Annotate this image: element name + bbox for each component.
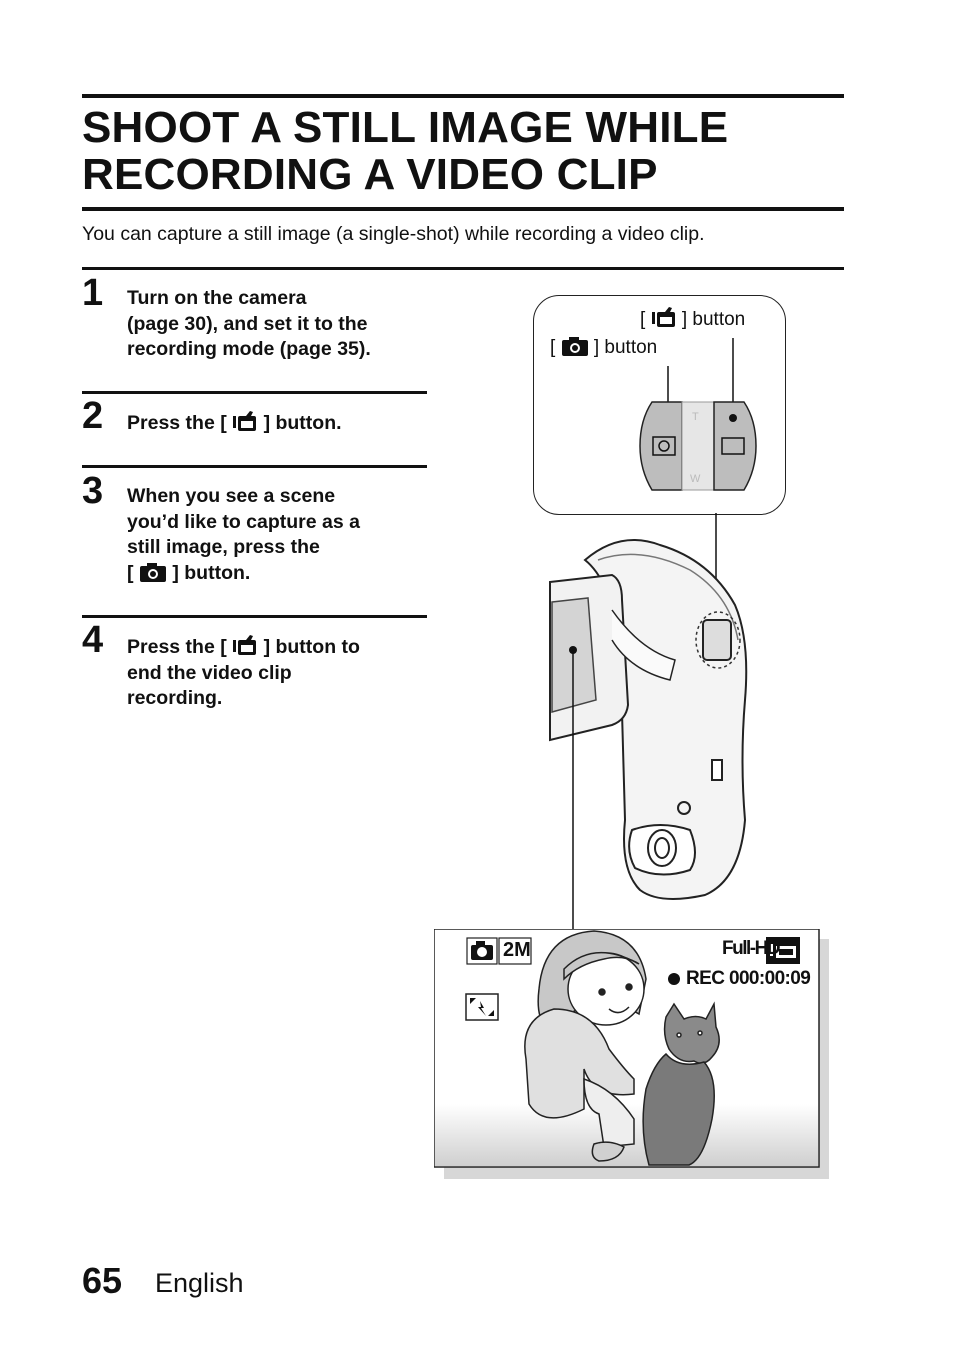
camera-icon bbox=[467, 938, 497, 964]
svg-text:W: W bbox=[690, 473, 701, 485]
step-1-line: (page 30), and set it to the bbox=[127, 312, 368, 335]
step-1-line: Turn on the camera bbox=[127, 287, 307, 309]
step-3-number: 3 bbox=[82, 470, 104, 512]
step-2-number: 2 bbox=[82, 395, 104, 437]
step-1-line: recording mode (page 35). bbox=[127, 338, 371, 360]
rec-status: REC 000:00:09 bbox=[686, 968, 811, 989]
intro-text: You can capture a still image (a single-shot) while recording a video clip. bbox=[82, 223, 705, 245]
step-2-text-after: ] button. bbox=[263, 412, 342, 434]
step-4-text-after: ] button to bbox=[263, 636, 360, 658]
resolution-badge: 2M bbox=[503, 939, 531, 961]
rec-dot bbox=[668, 973, 680, 985]
title-line-1: SHOOT A STILL IMAGE WHILE bbox=[82, 103, 729, 152]
label-text: ] button bbox=[593, 337, 658, 358]
step-4-number: 4 bbox=[82, 619, 104, 661]
title-line-2: RECORDING A VIDEO CLIP bbox=[82, 150, 658, 199]
step-2-text-before: Press the [ bbox=[127, 412, 227, 434]
step-4-line: recording. bbox=[127, 687, 223, 709]
step-4-text-before: Press the [ bbox=[127, 636, 227, 658]
label-bracket: [ bbox=[550, 337, 556, 358]
step-3-line: When you see a scene bbox=[127, 485, 336, 507]
flash-auto-icon bbox=[466, 994, 498, 1020]
step-3-text-before: [ bbox=[127, 561, 134, 584]
step-1-number: 1 bbox=[82, 272, 104, 314]
step-3-line: you’d like to capture as a bbox=[127, 510, 360, 533]
monitor-screen bbox=[434, 929, 819, 1167]
svg-text:T: T bbox=[692, 411, 699, 423]
label-bracket: [ bbox=[640, 309, 646, 330]
step-4-line: end the video clip bbox=[127, 661, 292, 684]
quality-badge: Full-HD bbox=[722, 938, 780, 959]
step-3-line: still image, press the bbox=[127, 536, 320, 558]
label-text: ] button bbox=[681, 309, 746, 330]
step-3-text-after: ] button. bbox=[172, 561, 251, 584]
page-number: 65 bbox=[82, 1260, 123, 1301]
button-cluster bbox=[640, 402, 756, 490]
language-label: English bbox=[155, 1268, 244, 1298]
